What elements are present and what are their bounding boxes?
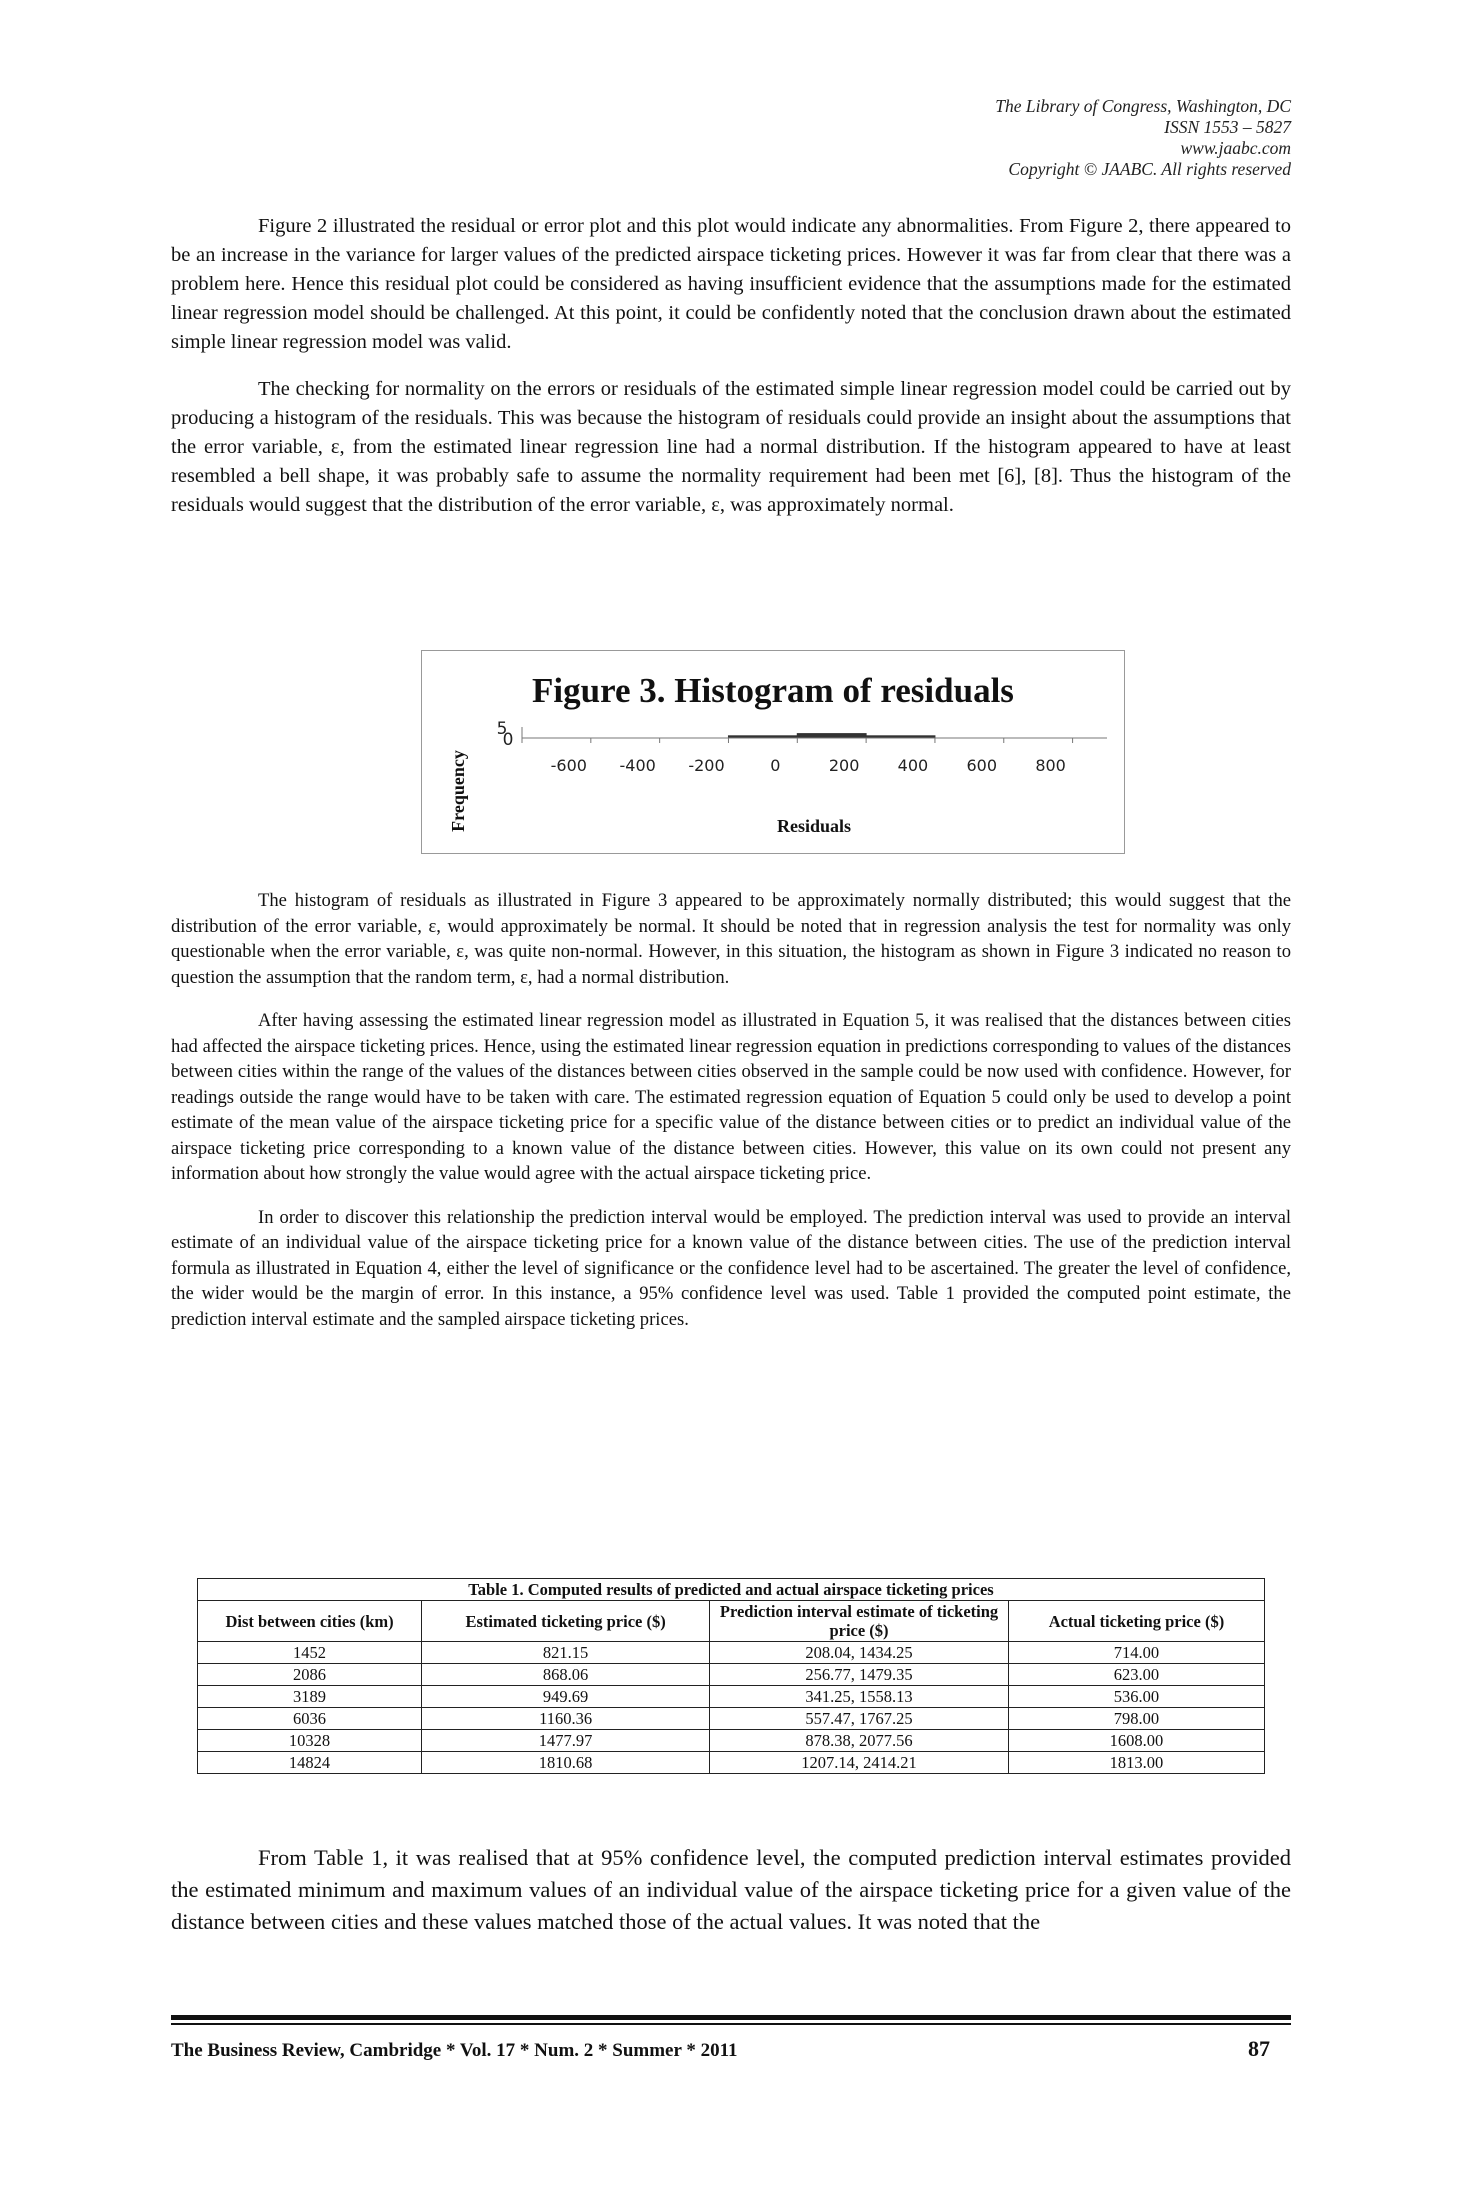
header-issn: ISSN 1553 – 5827 (1164, 117, 1291, 137)
table-row (198, 1708, 1265, 1730)
table-cell: 1813.00 (1008, 1752, 1264, 1774)
table-cell: 868.06 (422, 1664, 710, 1686)
table-cell: 623.00 (1008, 1664, 1264, 1686)
table-cell: 1207.14, 2414.21 (710, 1752, 1009, 1774)
text-block-middle (171, 888, 1291, 1350)
x-tick-label: 800 (1035, 756, 1066, 775)
y-tick-label: 5 (496, 719, 508, 739)
table-cell: 1160.36 (422, 1708, 710, 1730)
y-axis-title: Frequency (448, 750, 468, 832)
page-number: 87 (1248, 2036, 1270, 2061)
col-header-actual: Actual ticketing price ($) (1008, 1601, 1264, 1642)
histogram-bar (797, 734, 866, 738)
col-header-distance: Dist between cities (km) (198, 1601, 422, 1642)
table-cell: 949.69 (422, 1686, 710, 1708)
header-copyright: Copyright © JAABC. All rights reserved (1008, 159, 1291, 179)
footer-journal: The Business Review, Cambridge * Vol. 17 * Num. 2 * Summer * 2011 (171, 2040, 738, 2061)
footer-rule-thin (171, 2023, 1291, 2025)
table-cell: 6036 (198, 1708, 422, 1730)
table-row (198, 1642, 1265, 1664)
footer-rule-thick (171, 2015, 1291, 2020)
paragraph-histogram-interpretation: The histogram of residuals as illustrated in Figure 3 appeared to be approximately normally distributed; this would suggest that the distribution of the error variable, ε, would approximately be normal. It should be noted that in regression analysis the test for normality was only questionable when the error variable, ε, was quite non-normal. However, in this situation, the histogram as shown in Figure 3 indicated no reason to question the assumption that the random term, ε, had a normal distribution. (171, 890, 1291, 988)
header-website: www.jaabc.com (1180, 138, 1291, 158)
table-cell: 256.77, 1479.35 (710, 1664, 1009, 1686)
x-axis-title: Residuals (776, 816, 852, 836)
col-header-estimated: Estimated ticketing price ($) (422, 1601, 710, 1642)
table-row (198, 1730, 1265, 1752)
table-row (198, 1752, 1265, 1774)
table-cell: 536.00 (1008, 1686, 1264, 1708)
x-tick-label: -600 (550, 756, 587, 775)
table-cell: 1608.00 (1008, 1730, 1264, 1752)
figure-title: Figure 3. Histogram of residuals (532, 671, 1014, 710)
paragraph-prediction-interval: In order to discover this relationship the prediction interval would be employed. The prediction interval was used to provide an interval estimate of an individual value of the airspace ticketing price for a known value of the distance between cities. The use of the prediction interval formula as illustrated in Equation 4, either the level of significance or the confidence level had to be ascertained. The greater the level of confidence, the wider would be the margin of error. In this instance, a 95% confidence level was used. Table 1 provided the computed point estimate, the prediction interval estimate and the sampled airspace ticketing prices. (171, 1206, 1291, 1330)
paragraph-table-discussion: From Table 1, it was realised that at 95% confidence level, the computed prediction interval estimates provided the estimated minimum and maximum values of an individual value of the airspace ticketing price for a given value of the distance between cities and these values matched those of the actual values. It was noted that the (171, 1845, 1291, 1934)
text-block-top (171, 212, 1291, 538)
figure-3-histogram (421, 650, 1125, 854)
table-cell: 208.04, 1434.25 (710, 1642, 1009, 1664)
paragraph-residual-plot: Figure 2 illustrated the residual or error plot and this plot would indicate any abnormalities. From Figure 2, there appeared to be an increase in the variance for larger values of the predicted airspace ticketing prices. However it was far from clear that there was a problem here. Hence this residual plot could be considered as having insufficient evidence that the assumptions made for the estimated linear regression model should be challenged. At this point, it could be confidently noted that the conclusion drawn about the estimated simple linear regression model was valid. (171, 215, 1291, 353)
table-row (198, 1664, 1265, 1686)
paragraph-normality-check: The checking for normality on the errors or residuals of the estimated simple linear regression model could be carried out by producing a histogram of the residuals. This was because the histogram of residuals could provide an insight about the assumptions that the error variable, ε, from the estimated linear regression line had a normal distribution. If the histogram appeared to have at least resembled a bell shape, it was probably safe to assume the normality requirement had been met [6], [8]. Thus the histogram of the residuals would suggest that the distribution of the error variable, ε, was approximately normal. (171, 378, 1291, 516)
table-cell: 1477.97 (422, 1730, 710, 1752)
table-body (198, 1642, 1265, 1774)
col-header-interval: Prediction interval estimate of ticketing price ($) (710, 1601, 1009, 1642)
results-table (197, 1578, 1265, 1774)
journal-header (995, 96, 1291, 180)
y-tick-label: 0 (502, 730, 514, 750)
table-cell: 341.25, 1558.13 (710, 1686, 1009, 1708)
table-caption: Table 1. Computed results of predicted and actual airspace ticketing prices (198, 1579, 1265, 1601)
x-tick-label: -400 (619, 756, 656, 775)
x-tick-label: -200 (688, 756, 725, 775)
table-cell: 1810.68 (422, 1752, 710, 1774)
table-cell: 1452 (198, 1642, 422, 1664)
table-row (198, 1686, 1265, 1708)
table-cell: 2086 (198, 1664, 422, 1686)
table-cell: 714.00 (1008, 1642, 1264, 1664)
table-1 (197, 1578, 1265, 1774)
table-cell: 798.00 (1008, 1708, 1264, 1730)
table-cell: 10328 (198, 1730, 422, 1752)
x-tick-label: 400 (897, 756, 929, 775)
x-tick-label: 200 (828, 756, 860, 775)
x-tick-label: 600 (966, 756, 998, 775)
x-tick-label: 0 (770, 756, 781, 775)
text-block-bottom (171, 1842, 1291, 1956)
header-library: The Library of Congress, Washington, DC (995, 96, 1291, 116)
table-cell: 878.38, 2077.56 (710, 1730, 1009, 1752)
table-cell: 14824 (198, 1752, 422, 1774)
table-cell: 821.15 (422, 1642, 710, 1664)
table-cell: 557.47, 1767.25 (710, 1708, 1009, 1730)
table-cell: 3189 (198, 1686, 422, 1708)
paragraph-regression-assessment: After having assessing the estimated linear regression model as illustrated in Equation 5, it was realised that the distances between cities had affected the airspace ticketing prices. Hence, using the estimated linear regression equation in predictions corresponding to values of the distances between cities within the range of the values of the distances between cities observed in the sample could be now used with confidence. However, for readings outside the range would have to be taken with care. The estimated regression equation of Equation 5 could only be used to develop a point estimate of the mean value of the airspace ticketing price for a specific value of the distance between cities or to predict an individual value of the airspace ticketing price corresponding to a known value of the distance between cities. However, this value on its own could not present any information about how strongly the value would agree with the actual airspace ticketing price. (171, 1010, 1291, 1184)
histogram-chart (422, 651, 1126, 855)
